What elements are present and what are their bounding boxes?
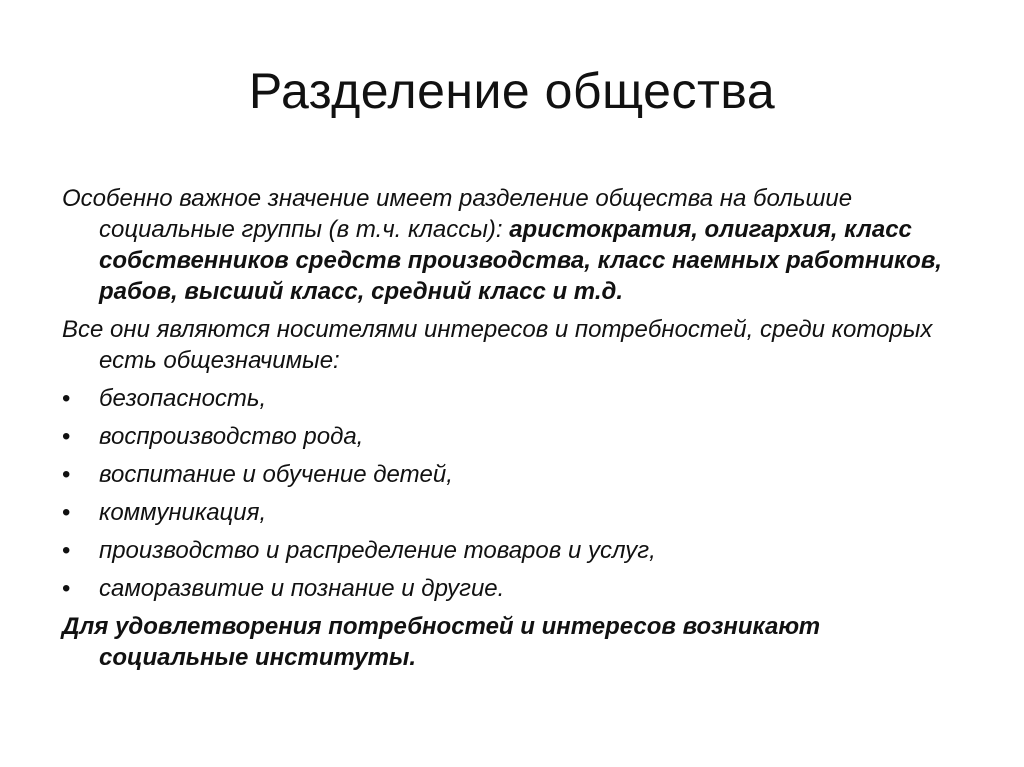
list-item-text: производство и распределение товаров и услуг, [99,537,656,564]
list-item [62,535,967,566]
conclusion-paragraph: Для удовлетворения потребностей и интересов возникают социальные институты. [62,613,821,671]
list-item [62,383,967,414]
list-item-text: безопасность, [99,385,267,412]
list-item-text: коммуникация, [99,499,267,526]
slide-title: Разделение общества [248,63,776,119]
slide-body [62,183,967,673]
list-item [62,497,967,528]
list-item [62,573,967,604]
interests-paragraph: Все они являются носителями интересов и потребностей, среди которых есть общезначимые: [62,316,933,374]
bullet-icon: • [62,461,71,488]
bullet-icon: • [62,385,71,412]
bullet-icon: • [62,537,71,564]
bullet-icon: • [62,499,71,526]
list-item-text: воспроизводство рода, [99,423,364,450]
list-item-text: воспитание и обучение детей, [99,461,453,488]
bullet-icon: • [62,423,71,450]
list-item [62,459,967,490]
bullet-icon: • [62,575,71,602]
intro-text: Особенно важное значение имеет разделение общества на большие социальные группы (в т.ч. классы): [62,185,853,243]
intro-paragraph [62,183,967,307]
list-item [62,421,967,452]
intro-bold-list: аристократия, олигархия, класс собственников средств производства, класс наемных работников, рабов, высший класс, средний класс и т.д. [99,216,942,305]
needs-list [62,383,967,604]
list-item-text: саморазвитие и познание и другие. [99,575,505,602]
